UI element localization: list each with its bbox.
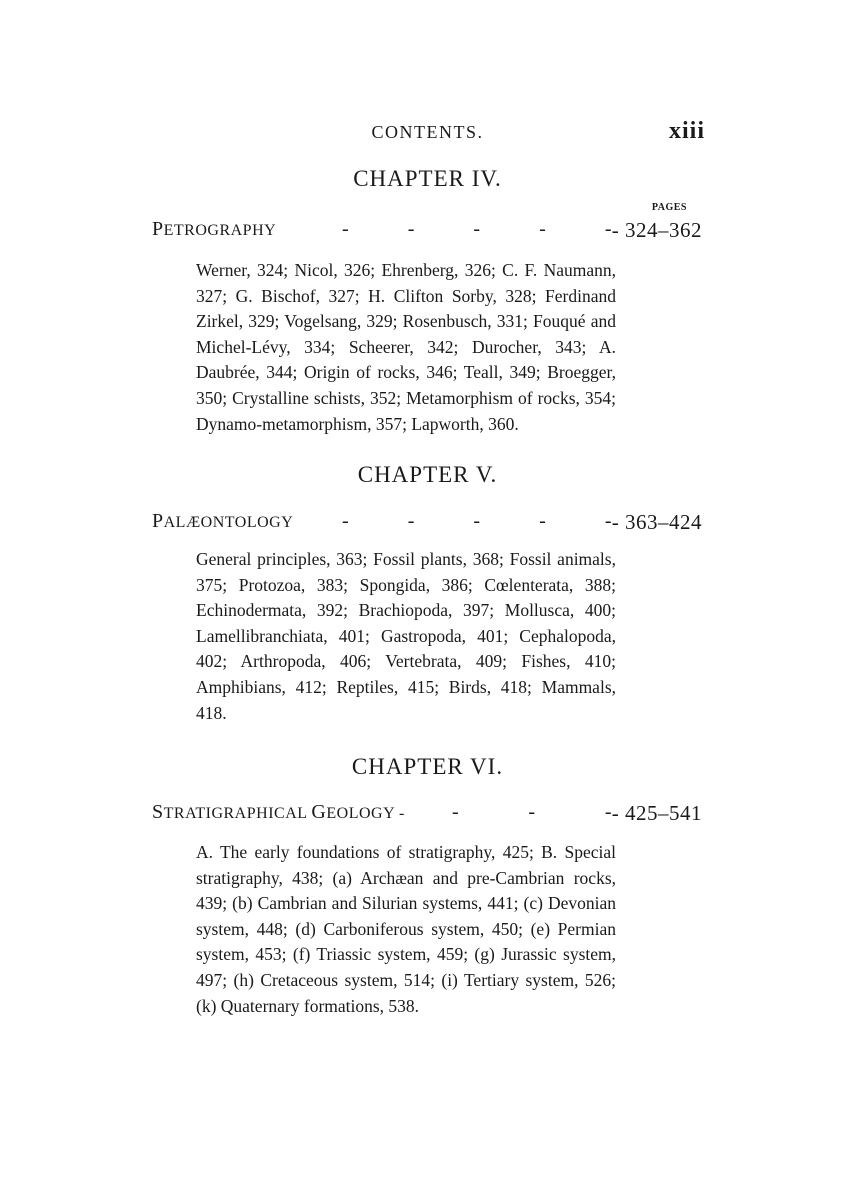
leader-dash: - xyxy=(473,218,481,240)
leader-dash: - xyxy=(539,218,547,240)
leader-dash: - xyxy=(604,801,612,823)
page-range-palaeontology: - 363–424 xyxy=(611,510,702,534)
chapter-v-entry xyxy=(152,510,702,540)
page-range-petrography: - 324–362 xyxy=(611,218,702,242)
leader-dash: - xyxy=(528,801,536,823)
section-title-palaeontology: PALÆONTOLOGY xyxy=(152,510,294,532)
leader-dash: - xyxy=(342,218,350,240)
leader-dash: - xyxy=(539,510,547,532)
section-title-petrography: PETROGRAPHY xyxy=(152,218,277,240)
leader-dash: - xyxy=(407,218,415,240)
leader-dash: - xyxy=(407,510,415,532)
chapter-vi-summary: A. The early foundations of stratigraphy, 425; B. Special stratigraphy, 438; (a) Archæan and pre-Cambrian rocks, 439; (b) Cambrian and Silurian systems, 441; (c) Devonian system, 448; (d) Carboniferous system, 450; (e) Permian system, 453; (f) Triassic system, 459; (g) Jurassic system, 497; (h) Cretaceous system, 514; (i) Tertiary system, 526; (k) Quaternary formations, 538. xyxy=(196,842,616,1016)
chapter-iv-summary: Werner, 324; Nicol, 326; Ehrenberg, 326; C. F. Naumann, 327; G. Bischof, 327; H. Clifton Sorby, 328; Ferdinand Zirkel, 329; Vogelsang, 329; Rosenbusch, 331; Fouqué and Michel-Lévy, 334; Scheerer, 342; Durocher, 343; A. Daubrée, 344; Origin of rocks, 346; Teall, 349; Broegger, 350; Crystalline schists, 352; Metamorphism of rocks, 354; Dynamo-metamorphism, 357; Lapworth, 360. xyxy=(196,260,616,434)
leader-dash: - xyxy=(473,510,481,532)
pages-column-label: PAGES xyxy=(651,202,687,213)
chapter-v-summary: General principles, 363; Fossil plants, 368; Fossil animals, 375; Protozoa, 383; Spongida, 386; Cœlenterata, 388; Echinodermata, 392; Brachiopoda, 397; Mollusca, 400; Lamellibranchiata, 401; Gastropoda, 401; Cephalopoda, 402; Arthropoda, 406; Vertebrata, 409; Fishes, 410; Amphibians, 412; Reptiles, 415; Birds, 418; Mammals, 418. xyxy=(196,549,616,723)
leader-dash: - xyxy=(604,510,612,532)
dot-leader xyxy=(452,801,612,824)
chapter-v-heading: CHAPTER V. xyxy=(357,462,498,487)
chapter-iv-heading: CHAPTER IV. xyxy=(353,166,502,191)
page-number: xiii xyxy=(668,118,705,144)
dot-leader xyxy=(342,218,612,241)
chapter-vi-entry xyxy=(152,801,702,831)
page-range-stratigraphical-geology: - 425–541 xyxy=(611,801,702,825)
chapter-vi-heading: CHAPTER VI. xyxy=(351,754,504,779)
section-title-stratigraphical-geology: STRATIGRAPHICAL GEOLOGY - xyxy=(152,801,405,823)
leader-dash: - xyxy=(604,218,612,240)
dot-leader xyxy=(342,510,612,533)
running-head xyxy=(150,118,705,148)
leader-dash: - xyxy=(452,801,460,823)
chapter-iv-entry xyxy=(152,218,702,248)
running-title: CONTENTS. xyxy=(371,122,484,142)
leader-dash: - xyxy=(342,510,350,532)
